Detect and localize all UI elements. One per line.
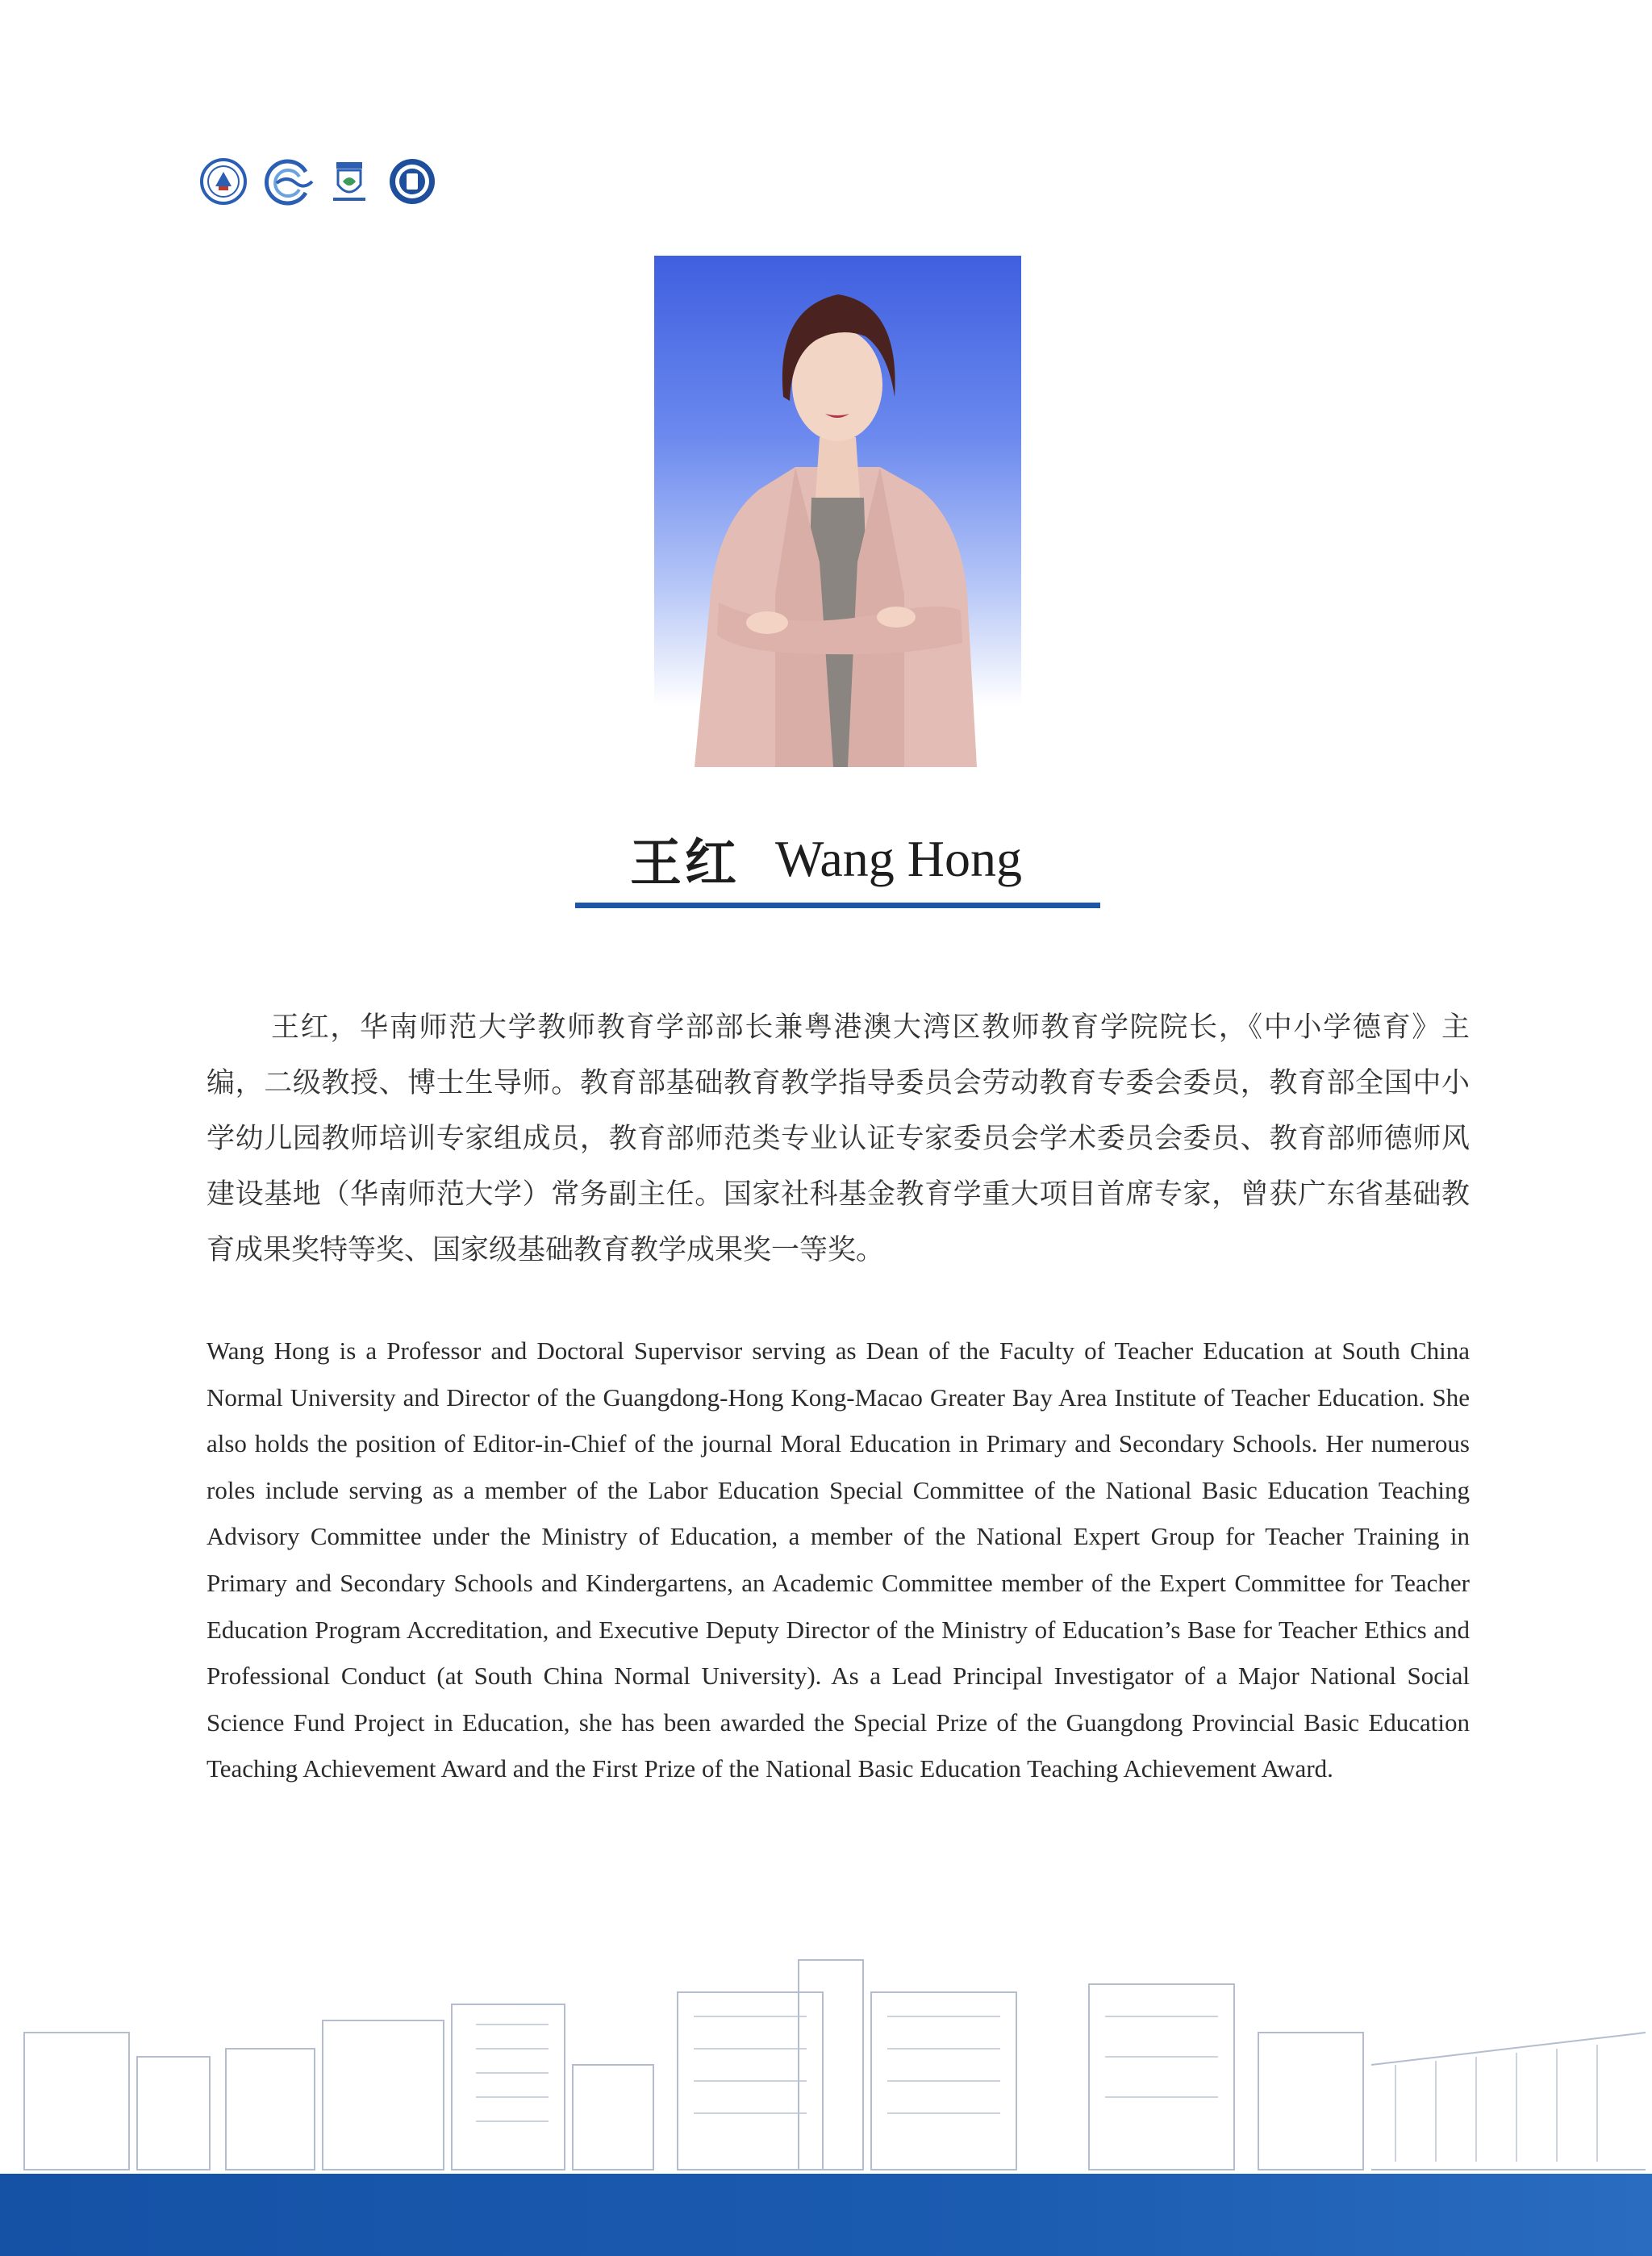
name-chinese: 王红 [630, 833, 740, 894]
profile-name [0, 827, 1652, 894]
biography-chinese: 王红，华南师范大学教师教育学部部长兼粤港澳大湾区教师教育学院院长，《中小学德育》主编，二级教授、博士生导师。教育部基础教育教学指导委员会劳动教育专委会委员，教育部全国中小学幼儿园教师培训专家组成员，教育部师范类专业认证专家委员会学术委员会委员、教育部师德师风建设基地（华南师范大学）常务副主任。国家社科基金教育学重大项目首席专家，曾获广东省基础教育成果奖特等奖、国家级基础教育教学成果奖一等奖。 [206, 1011, 1470, 1266]
name-underline [575, 903, 1100, 908]
campus-skyline-illustration [0, 1944, 1652, 2178]
school-shield-logo [322, 157, 377, 206]
footer-band [0, 2174, 1652, 2256]
logo-row [196, 157, 440, 206]
name-english: Wang Hong [775, 830, 1022, 887]
badge-logo [385, 157, 440, 206]
profile-photo [654, 256, 1021, 767]
university-seal-logo [196, 157, 251, 206]
portrait-illustration [654, 256, 1021, 767]
biography-english: Wang Hong is a Professor and Doctoral Supervisor serving as Dean of the Faculty of Teacher Education at South China Normal University and Director of the Guangdong-Hong Kong-Macao Greater Bay Area Institute of Teacher Education. She also holds the position of Editor-in-Chief of the journal Moral Education in Primary and Secondary Schools. Her numerous roles include serving as a member of the Labor Education Special Committee of the National Basic Education Teaching Advisory Committee under the Ministry of Education, a member of the National Expert Group for Teacher Training in Primary and Secondary Schools and Kindergartens, an Academic Committee member of the Expert Committee for Teacher Education Program Accreditation, and Executive Deputy Director of the Ministry of Education’s Base for Teacher Ethics and Professional Conduct (at South China Normal University). As a Lead Principal Investigator of a Major National Social Science Fund Project in Education, she has been awarded the Special Prize of the Guangdong Provincial Basic Education Teaching Achievement Award and the First Prize of the National Basic Education Teaching Achievement Award. [206, 1337, 1470, 1783]
wave-logo [259, 157, 314, 206]
